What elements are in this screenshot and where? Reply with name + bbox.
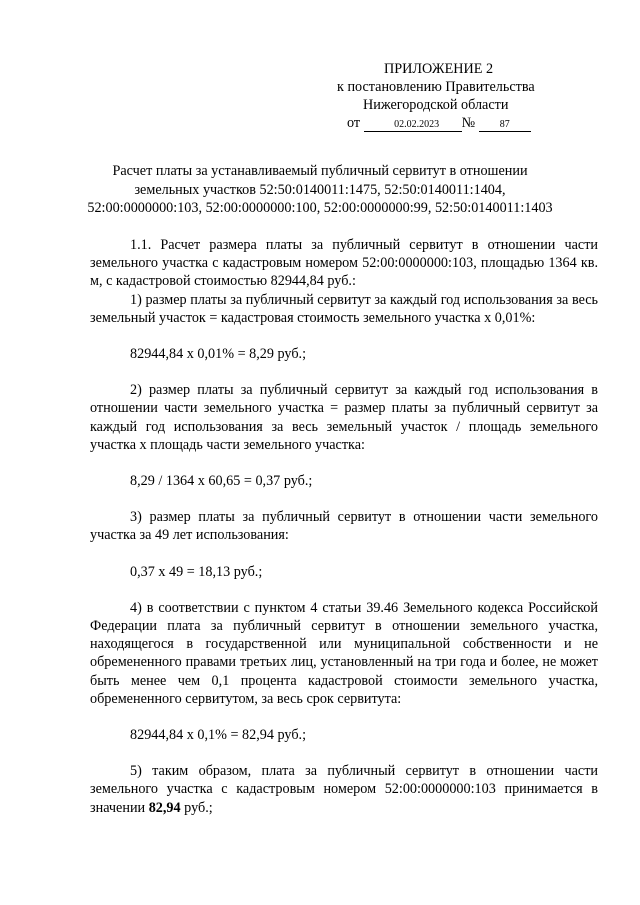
paragraph-item-2: 2) размер платы за публичный сервитут за каждый год использования в отношении части земельного участка = размер платы за публичный сервитут за каждый год использования за весь земельный участок / площадь земельного участка х площадь части земельного участка:	[90, 382, 598, 453]
document-title	[0, 162, 640, 218]
paragraph-item-3: 3) размер платы за публичный сервитут в отношении части земельного участка за 49 лет использования:	[90, 509, 598, 544]
document-body	[90, 236, 598, 817]
paragraph-1-1: 1.1. Расчет размера платы за публичный сервитут в отношении части земельного участка с кадастровым номером 52:00:0000000:103, площадью 1364 кв. м, с кадастровой стоимостью 82944,84 руб.:	[90, 237, 598, 290]
title-line-2: земельных участков 52:50:0140011:1475, 52:50:0140011:1404,	[134, 181, 506, 198]
date-number-line	[347, 114, 531, 132]
title-line-3: 52:00:0000000:103, 52:00:0000000:100, 52:00:0000000:99, 52:50:0140011:1403	[87, 200, 553, 216]
from-label: от	[347, 115, 361, 131]
date-field: 02.02.2023	[364, 118, 462, 132]
formula-3: 0,37 х 49 = 18,13 руб.;	[130, 563, 263, 580]
paragraph-item-5	[90, 762, 598, 817]
appendix-title: ПРИЛОЖЕНИЕ 2	[384, 61, 494, 77]
item-5-text: 5) таким образом, плата за публичный сервитут в отношении части земельного участка с кадастровым номером 52:00:0000000:103 принимается в значении	[90, 763, 598, 816]
formula-2: 8,29 / 1364 х 60,65 = 0,37 руб.;	[130, 473, 313, 490]
formula-4: 82944,84 х 0,1% = 82,94 руб.;	[130, 727, 307, 744]
final-fee-value: 82,94	[148, 799, 181, 816]
resolution-reference: к постановлению Правительства	[337, 79, 535, 95]
number-label: №	[461, 115, 476, 131]
region-name: Нижегородской области	[363, 97, 509, 113]
title-line-1: Расчет платы за устанавливаемый публичный сервитут в отношении	[112, 163, 528, 179]
paragraph-item-1: 1) размер платы за публичный сервитут за каждый год использования за весь земельный участок = кадастровая стоимость земельного участка х 0,01%:	[90, 291, 598, 326]
formula-1: 82944,84 х 0,01% = 8,29 руб.;	[130, 346, 307, 363]
item-5-tail: руб.;	[184, 799, 213, 816]
paragraph-item-4: 4) в соответствии с пунктом 4 статьи 39.46 Земельного кодекса Российской Федерации плата за публичный сервитут в отношении земельного участка, находящегося в государственной или муниципальной собственности и не обремененного правами третьих лиц, установленный на три года и более, не может быть менее чем 0,1 процента кадастровой стоимости земельного участка, обремененного сервитутом, за весь срок сервитута:	[90, 599, 598, 707]
number-field: 87	[479, 118, 531, 132]
